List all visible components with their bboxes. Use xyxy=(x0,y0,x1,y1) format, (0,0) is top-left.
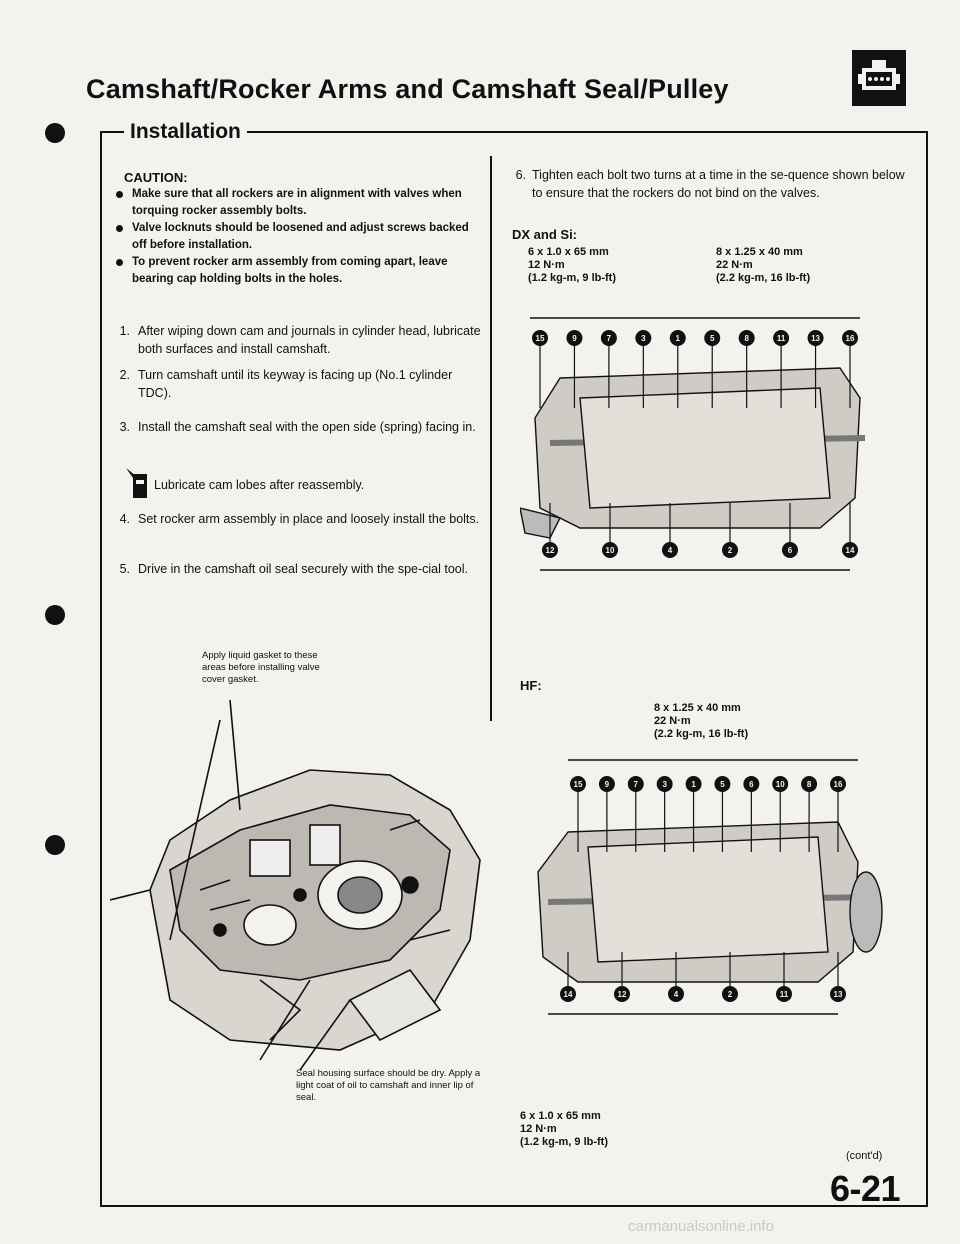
continued-label: (cont'd) xyxy=(846,1150,883,1162)
bolt-sequence-number: 8 xyxy=(806,780,812,789)
binder-hole-icon xyxy=(45,605,65,625)
dx-si-label: DX and Si: xyxy=(512,227,578,242)
binder-hole-icon xyxy=(45,835,65,855)
bolt-sequence-number: 7 xyxy=(633,780,639,789)
step-5: 5. Drive in the camshaft oil seal securely with the spe-cial tool. xyxy=(119,562,469,576)
bolt-sequence-number: 7 xyxy=(606,334,612,343)
hf-spec-top: 8 x 1.25 x 40 mm 22 N·m (2.2 kg-m, 16 lb-ft) xyxy=(654,702,749,740)
bolt-sequence-number: 2 xyxy=(727,546,733,555)
bolt-sequence-number: 6 xyxy=(787,546,793,555)
cylinder-head-illustration xyxy=(110,680,490,1080)
step-2: 2. Turn camshaft until its keyway is facing up (No.1 cylinder TDC). xyxy=(119,368,453,400)
bolt-sequence-number: 1 xyxy=(691,780,696,789)
bolt-sequence-number: 12 xyxy=(617,990,627,999)
bolt-sequence-number: 15 xyxy=(535,334,545,343)
bolt-sequence-number: 16 xyxy=(833,780,843,789)
bolt-sequence-number: 3 xyxy=(662,780,667,789)
step-4: 4. Set rocker arm assembly in place and loosely install the bolts. xyxy=(119,512,480,526)
hf-spec-bottom: 6 x 1.0 x 65 mm 12 N·m (1.2 kg-m, 9 lb-ft) xyxy=(520,1110,609,1148)
section-title: Installation xyxy=(124,120,247,144)
caution-bullet-text: Valve locknuts should be loosened and adjust screws backed off before installation. xyxy=(132,222,469,251)
dx-si-spec-right: 8 x 1.25 x 40 mm 22 N·m (2.2 kg-m, 16 lb-ft) xyxy=(716,246,811,284)
bolt-sequence-number: 3 xyxy=(641,334,646,343)
bolt-sequence-number: 4 xyxy=(673,990,679,999)
bolt-sequence-number: 8 xyxy=(744,334,749,343)
hf-bolt-sequence-diagram xyxy=(528,752,888,1022)
bolt-sequence-number: 4 xyxy=(667,546,673,555)
bolt-sequence-number: 16 xyxy=(845,334,855,343)
callout-seal-housing: Seal housing surface should be dry. Apply a light coat of oil to camshaft and inner lip of seal. xyxy=(296,1068,481,1103)
lubricate-note-text: Lubricate cam lobes after reassembly. xyxy=(154,478,365,492)
callout-liquid-gasket: Apply liquid gasket to these areas before installing valve cover gasket. xyxy=(202,650,320,685)
caution-bullet xyxy=(116,186,486,220)
bolt-sequence-number: 1 xyxy=(675,334,681,343)
bolt-sequence-number: 11 xyxy=(776,334,786,343)
bolt-sequence-number: 5 xyxy=(709,334,715,343)
bolt-sequence-number: 13 xyxy=(833,990,843,999)
dx-si-bolt-sequence-diagram xyxy=(520,288,880,588)
step-3: 3. Install the camshaft seal with the open side (spring) facing in. xyxy=(119,420,476,434)
watermark: carmanualsonline.info xyxy=(628,1218,774,1235)
bolt-sequence-number: 11 xyxy=(779,990,789,999)
bolt-sequence-number: 10 xyxy=(775,780,785,789)
bolt-sequence-number: 5 xyxy=(720,780,725,789)
bolt-sequence-number: 15 xyxy=(573,780,583,789)
hf-label: HF: xyxy=(520,678,542,693)
page-title: Camshaft/Rocker Arms and Camshaft Seal/Pulley xyxy=(86,74,729,104)
step-6: 6. Tighten each bolt two turns at a time in the se-quence shown below to ensure that the rockers do not bind on the valves. xyxy=(515,168,905,200)
oil-can-icon xyxy=(124,466,150,500)
caution-bullet xyxy=(116,220,486,254)
dx-si-spec-left: 6 x 1.0 x 65 mm 12 N·m (1.2 kg-m, 9 lb-ft) xyxy=(528,246,617,284)
bolt-sequence-number: 9 xyxy=(604,780,610,789)
bolt-sequence-number: 14 xyxy=(563,990,573,999)
bolt-sequence-number: 9 xyxy=(572,334,577,343)
caution-bullet-text: To prevent rocker arm assembly from coming apart, leave bearing cap holding bolts in the holes. xyxy=(132,256,448,285)
page-number: 6-21 xyxy=(830,1168,901,1209)
lubricate-note xyxy=(124,466,150,505)
content-frame-left-edge xyxy=(100,131,102,1207)
bolt-sequence-number: 13 xyxy=(811,334,821,343)
bolt-sequence-number: 10 xyxy=(605,546,615,555)
bolt-sequence-number: 6 xyxy=(749,780,754,789)
caution-bullet-text: Make sure that all rockers are in alignment with valves when torquing rocker assembly bolts. xyxy=(132,188,462,217)
step-1: 1. After wiping down cam and journals in cylinder head, lubricate both surfaces and install camshaft. xyxy=(119,324,481,356)
bolt-sequence-number: 14 xyxy=(845,546,855,555)
caution-heading: CAUTION: xyxy=(124,170,188,185)
caution-bullet xyxy=(116,254,486,288)
binder-hole-icon xyxy=(45,123,65,143)
bolt-sequence-number: 12 xyxy=(545,546,555,555)
engine-section-icon xyxy=(852,50,906,106)
column-divider xyxy=(490,156,492,721)
bolt-sequence-number: 2 xyxy=(727,990,733,999)
